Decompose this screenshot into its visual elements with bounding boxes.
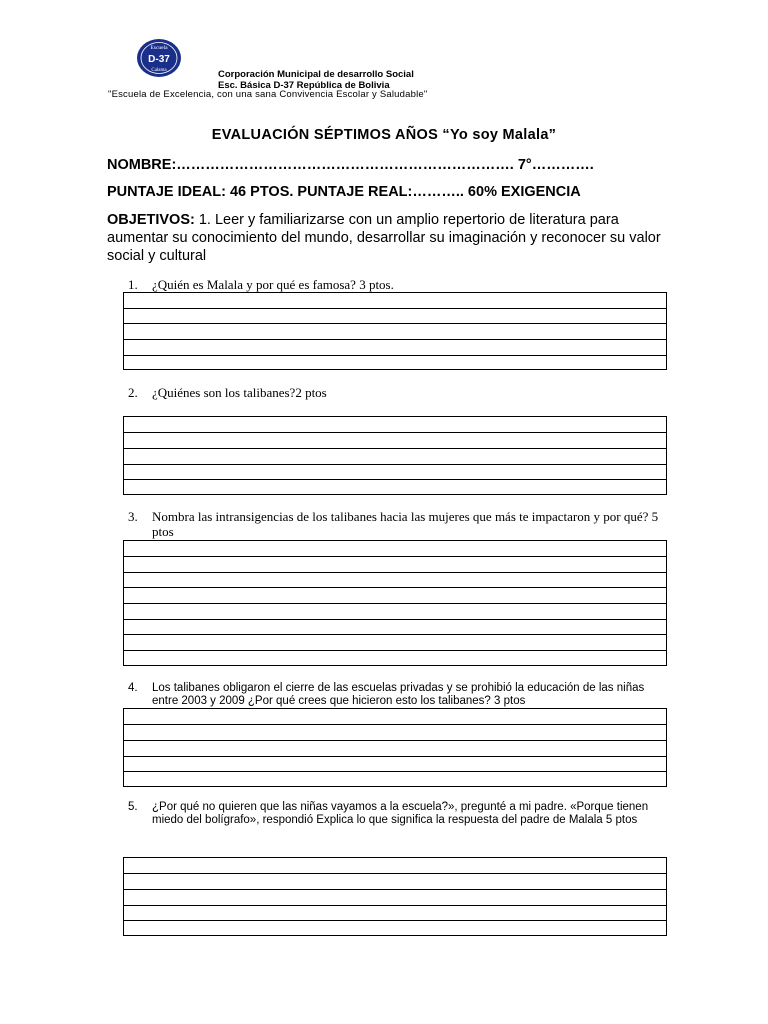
question-text: Los talibanes obligaron el cierre de las escuelas privadas y se prohibió la educación de las niñas entre 2003 y 2009 ¿Por qué crees que hicieron esto los talibanes? 3 ptos xyxy=(152,682,645,707)
answer-box-4[interactable] xyxy=(123,708,667,787)
question-number: 4. xyxy=(128,682,138,694)
question-number: 5. xyxy=(128,801,138,813)
logo-bottom-text: Calama xyxy=(151,68,167,73)
nombre-field[interactable]: NOMBRE:……………………………………………………………. 7°…………. xyxy=(107,157,594,173)
logo-top-text: Escuela xyxy=(150,45,168,51)
objetivos-text: 1. Leer y familiarizarse con un amplio repertorio de literatura para aumentar su conocimiento del mundo, desarrollar su imaginación y reconocer su valor social y cultural xyxy=(107,212,661,264)
answer-box-5[interactable] xyxy=(123,857,667,936)
question-text: ¿Quiénes son los talibanes?2 ptos xyxy=(152,385,327,400)
question-text: Nombra las intransigencias de los talibanes hacia las mujeres que más te impactaron y por qué? 5 ptos xyxy=(152,509,659,539)
objetivos-label: OBJETIVOS: xyxy=(107,212,195,228)
header-corporation: Corporación Municipal de desarrollo Social xyxy=(218,69,414,80)
logo-main-text: D-37 xyxy=(148,54,170,65)
answer-box-2[interactable] xyxy=(123,416,667,495)
question-text: ¿Por qué no quieren que las niñas vayamos a la escuela?», pregunté a mi padre. «Porque tienen miedo del bolígrafo», respondió Explica lo que significa la respuesta del padre de Malala 5 ptos xyxy=(152,801,649,826)
question-number: 2. xyxy=(128,385,138,400)
question-text: ¿Quién es Malala y por qué es famosa? 3 ptos. xyxy=(152,277,394,292)
puntaje-line: PUNTAJE IDEAL: 46 PTOS. PUNTAJE REAL:……….. 60% EXIGENCIA xyxy=(107,184,581,200)
question-number: 1. xyxy=(128,277,138,292)
header-motto: "Escuela de Excelencia, con una sana Convivencia Escolar y Saludable" xyxy=(108,89,428,100)
header-school-name: Esc. Básica D-37 República de Bolivia xyxy=(218,80,390,91)
question-number: 3. xyxy=(128,509,138,524)
answer-box-3[interactable] xyxy=(123,540,667,666)
objetivos-paragraph xyxy=(107,211,682,265)
answer-box-1[interactable] xyxy=(123,292,667,370)
school-crest-logo xyxy=(136,38,182,78)
page-title: EVALUACIÓN SÉPTIMOS AÑOS “Yo soy Malala” xyxy=(211,127,557,143)
